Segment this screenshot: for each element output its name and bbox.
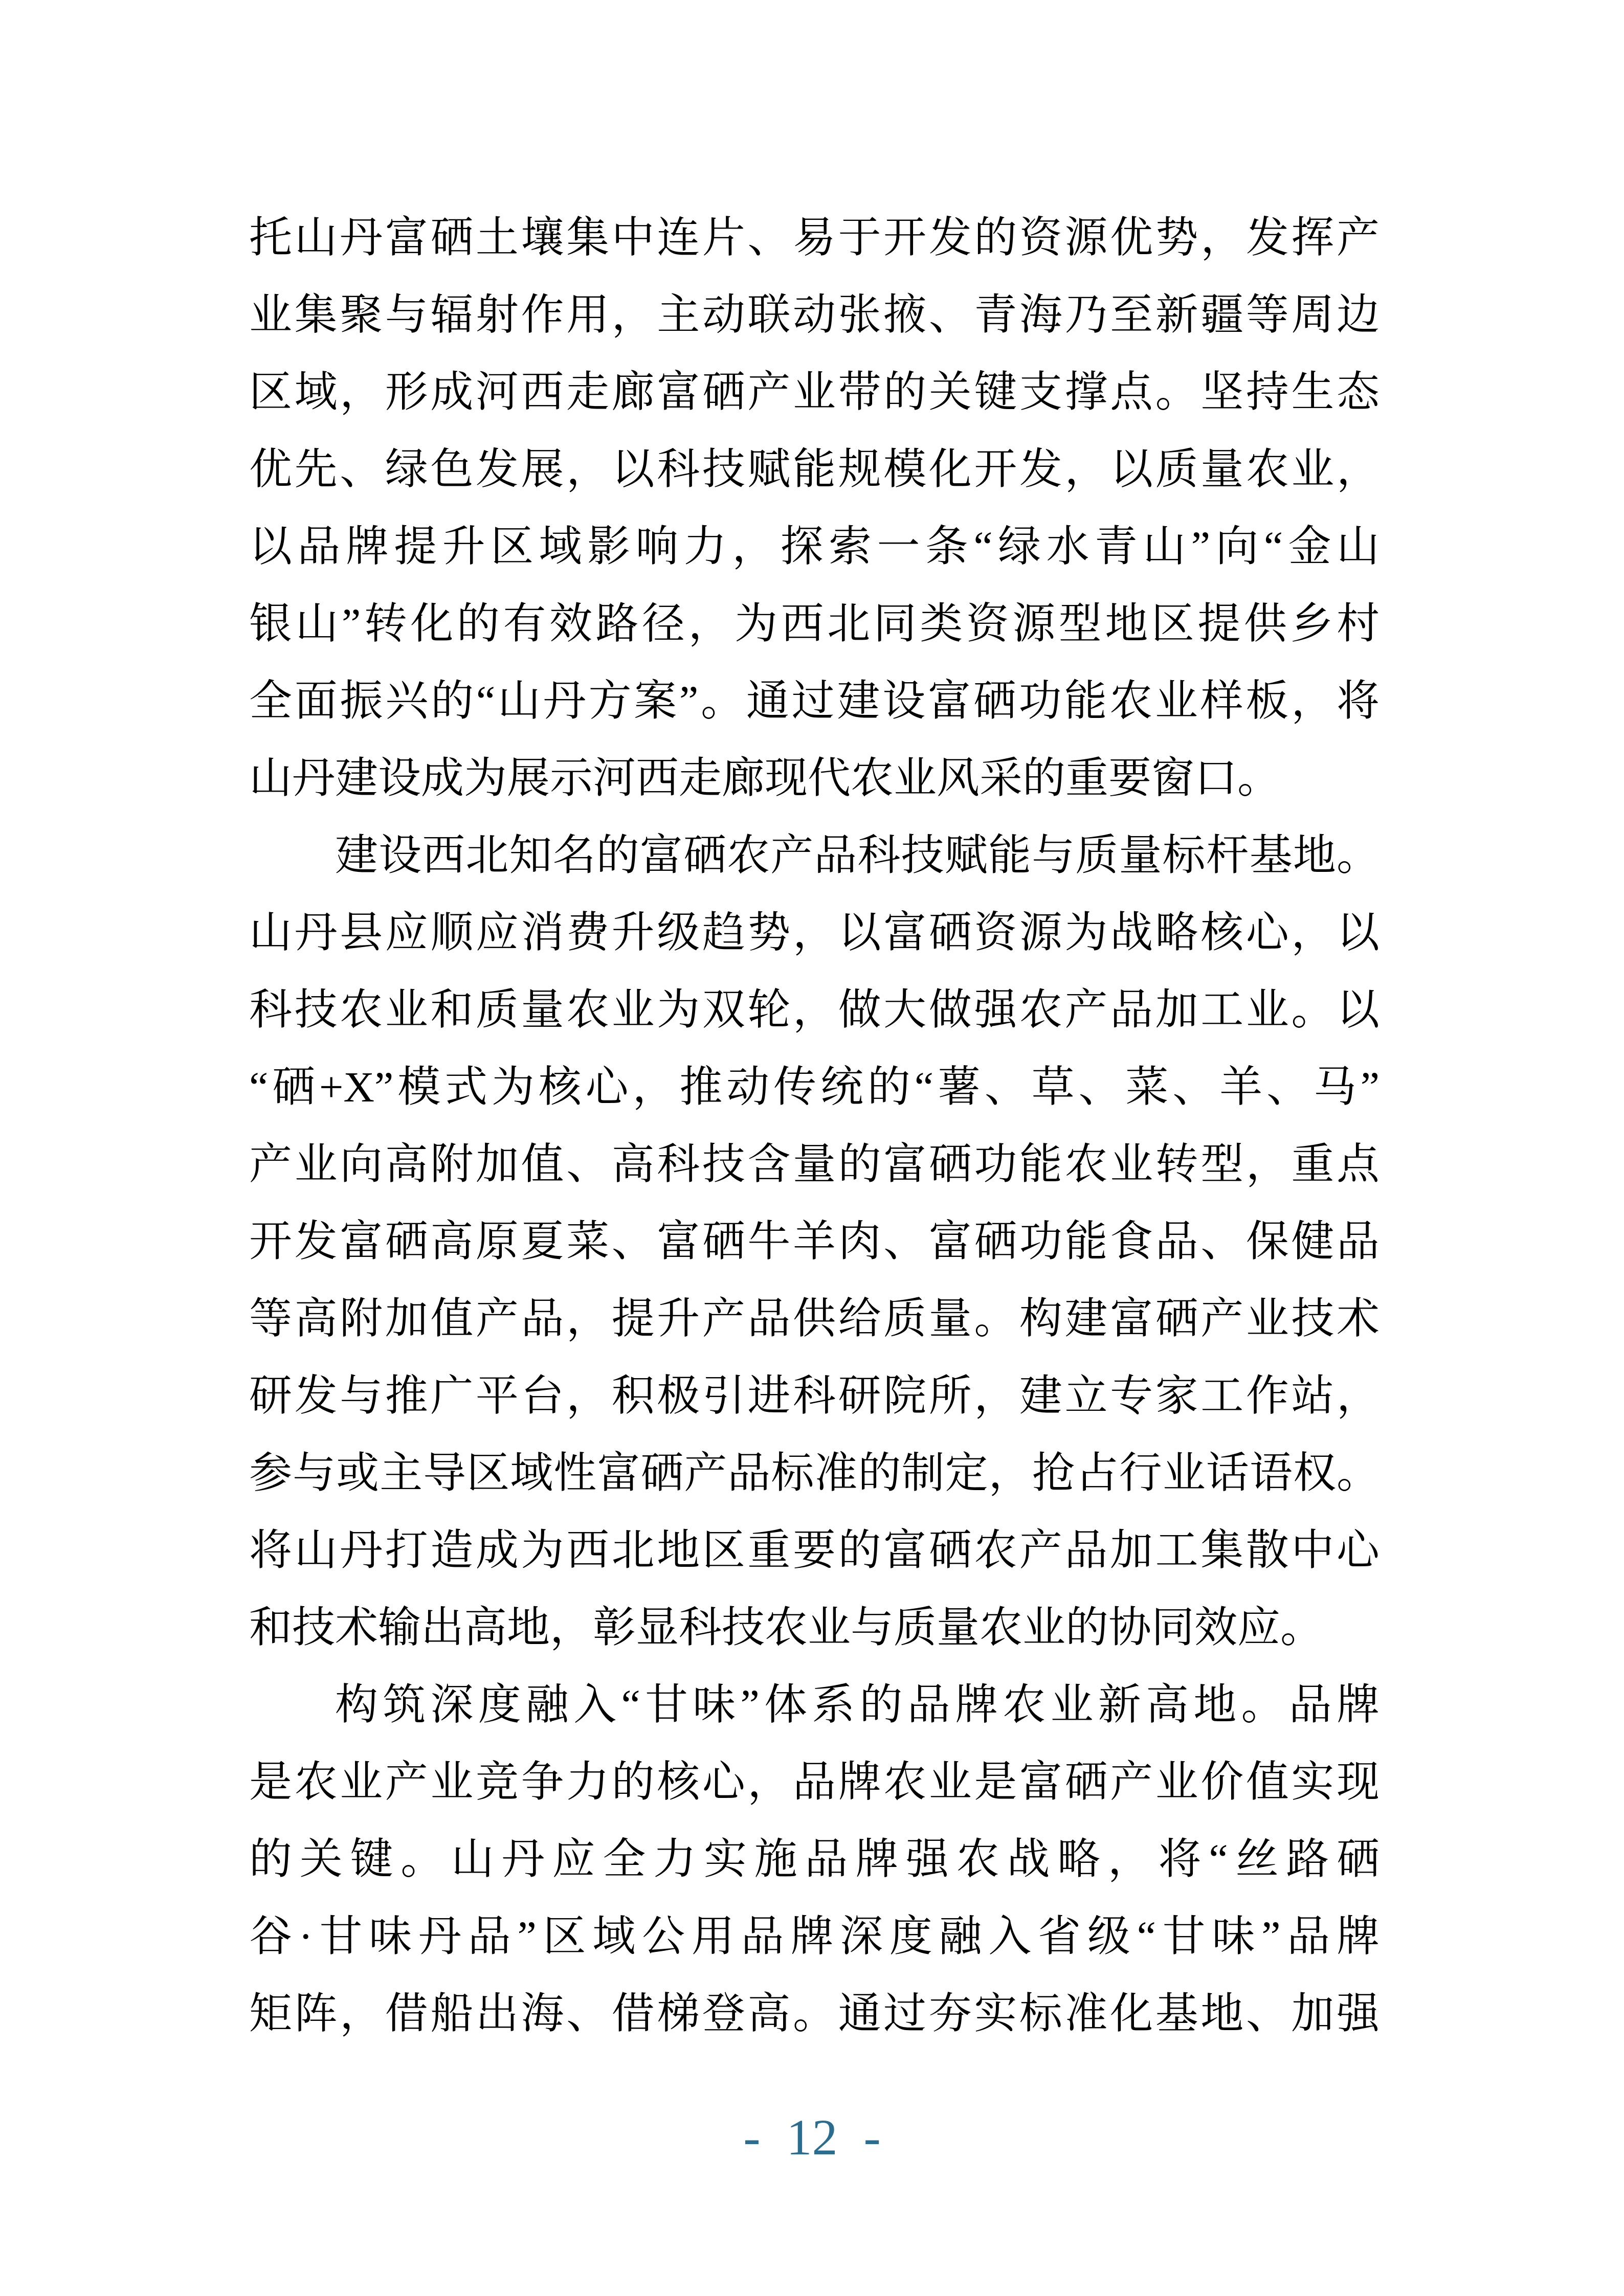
text-line: 区域，形成河西走廊富硒产业带的关键支撑点。坚持生态 bbox=[249, 369, 1380, 416]
text-line: 科技农业和质量农业为双轮，做大做强农产品加工业。以 bbox=[249, 986, 1380, 1034]
text-line: 业集聚与辐射作用，主动联动张掖、青海乃至新疆等周边 bbox=[249, 291, 1380, 339]
text-line: 建设西北知名的富硒农产品科技赋能与质量标杆基地。 bbox=[335, 832, 1380, 880]
text-line: 谷·甘味丹品”区域公用品牌深度融入省级“甘味”品牌 bbox=[249, 1913, 1380, 1961]
page-number: - 12 - bbox=[743, 2109, 881, 2166]
text-line: 将山丹打造成为西北地区重要的富硒农产品加工集散中心 bbox=[249, 1527, 1380, 1574]
text-block bbox=[249, 199, 1380, 2053]
text-line: 是农业产业竞争力的核心，品牌农业是富硒产业价值实现 bbox=[249, 1759, 1380, 1806]
text-line: 以品牌提升区域影响力，探索一条“绿水青山”向“金山 bbox=[249, 523, 1380, 571]
text-line: 产业向高附加值、高科技含量的富硒功能农业转型，重点 bbox=[249, 1141, 1380, 1188]
text-line: 开发富硒高原夏菜、富硒牛羊肉、富硒功能食品、保健品 bbox=[249, 1218, 1380, 1266]
text-line: 优先、绿色发展，以科技赋能规模化开发，以质量农业， bbox=[249, 446, 1380, 493]
text-line: 山丹建设成为展示河西走廊现代农业风采的重要窗口。 bbox=[249, 755, 1281, 802]
text-line: 研发与推广平台，积极引进科研院所，建立专家工作站， bbox=[249, 1372, 1380, 1420]
text-line: 参与或主导区域性富硒产品标准的制定，抢占行业话语权。 bbox=[249, 1450, 1380, 1497]
text-line: 山丹县应顺应消费升级趋势，以富硒资源为战略核心，以 bbox=[249, 909, 1380, 957]
page-footer bbox=[0, 2109, 1624, 2166]
text-line: 构筑深度融入“甘味”体系的品牌农业新高地。品牌 bbox=[335, 1681, 1380, 1729]
text-line: “硒+X”模式为核心，推动传统的“薯、草、菜、羊、马” bbox=[249, 1064, 1380, 1111]
text-line: 的关键。山丹应全力实施品牌强农战略，将“丝路硒 bbox=[249, 1836, 1380, 1883]
text-line: 和技术输出高地，彰显科技农业与质量农业的协同效应。 bbox=[249, 1604, 1324, 1652]
text-line: 银山”转化的有效路径，为西北同类资源型地区提供乡村 bbox=[249, 600, 1380, 648]
text-line: 托山丹富硒土壤集中连片、易于开发的资源优势，发挥产 bbox=[249, 214, 1380, 262]
text-line: 矩阵，借船出海、借梯登高。通过夯实标准化基地、加强 bbox=[249, 1990, 1380, 2038]
text-line: 等高附加值产品，提升产品供给质量。构建富硒产业技术 bbox=[249, 1295, 1380, 1343]
text-line: 全面振兴的“山丹方案”。通过建设富硒功能农业样板，将 bbox=[249, 678, 1380, 725]
